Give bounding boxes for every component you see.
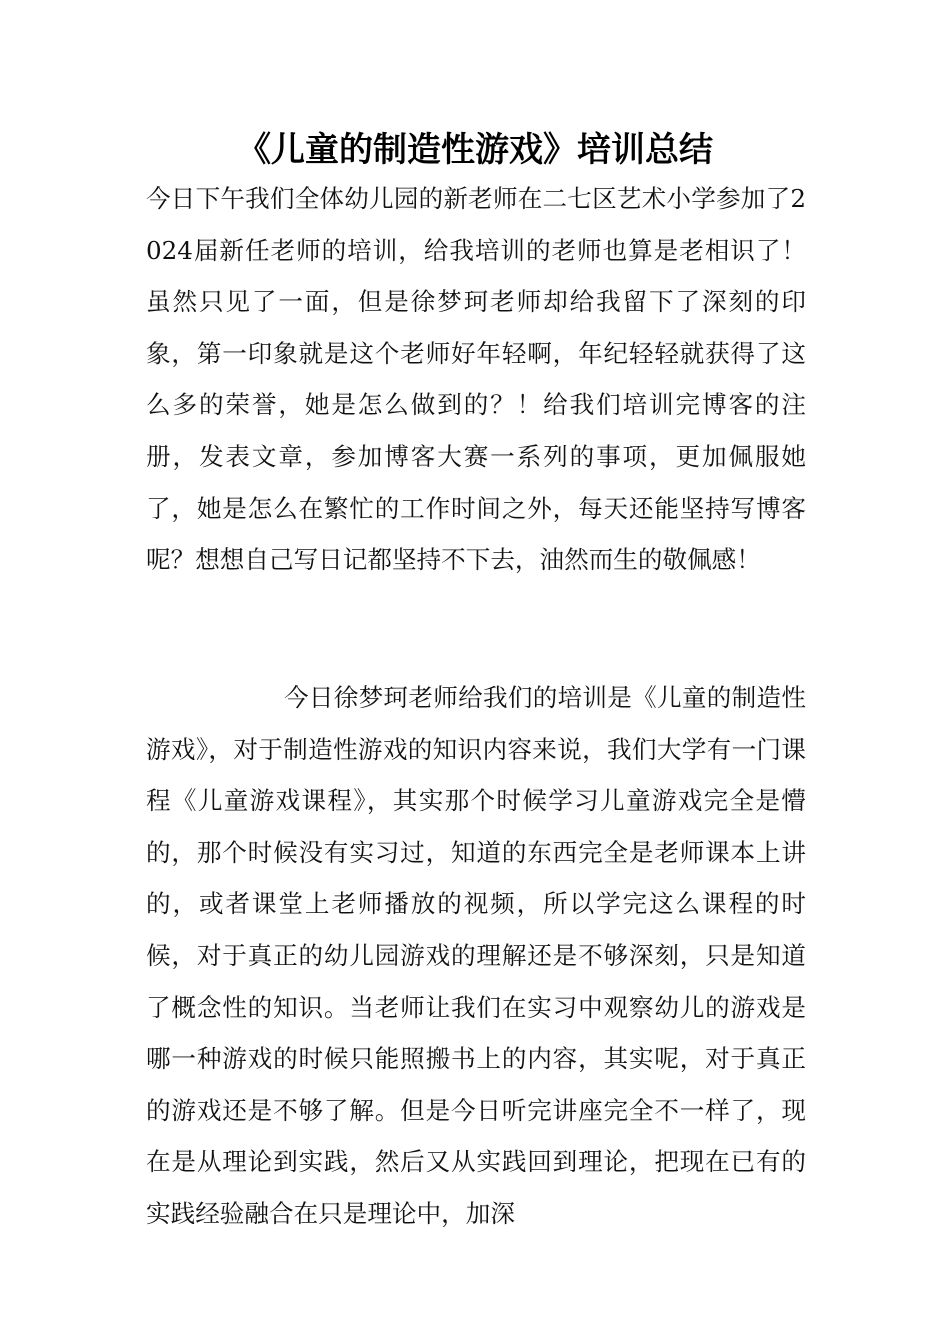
paragraph-2: 今日徐梦珂老师给我们的培训是《儿童的制造性游戏》，对于制造性游戏的知识内容来说，我们大学有一门课程《儿童游戏课程》，其实那个时候学习儿童游戏完全是懵的，那个时候没有实习过，知道的东西完全是老师课本上讲的，或者课堂上老师播放的视频，所以学完这么课程的时候，对于真正的幼儿园游戏的理解还是不够深刻，只是知道了概念性的知识。当老师让我们在实习中观察幼儿的游戏是哪一种游戏的时候只能照搬书上的内容，其实呢，对于真正的游戏还是不够了解。但是今日听完讲座完全不一样了，现在是从理论到实践，然后又从实践回到理论，把现在已有的实践经验融合在只是理论中，加深 xyxy=(146,683,806,1228)
paragraph-1: 今日下午我们全体幼儿园的新老师在二七区艺术小学参加了2024届新任老师的培训，给我培训的老师也算是老相识了！虽然只见了一面，但是徐梦珂老师却给我留下了深刻的印象，第一印象就是这个老师好年轻啊，年纪轻轻就获得了这么多的荣誉，她是怎么做到的？！给我们培训完博客的注册，发表文章，参加博客大赛一系列的事项，更加佩服她了，她是怎么在繁忙的工作时间之外，每天还能坚持写博客呢？想想自己写日记都坚持不下去，油然而生的敬佩感！ xyxy=(146,184,806,575)
document-title: 《儿童的制造性游戏》培训总结 xyxy=(237,130,713,170)
